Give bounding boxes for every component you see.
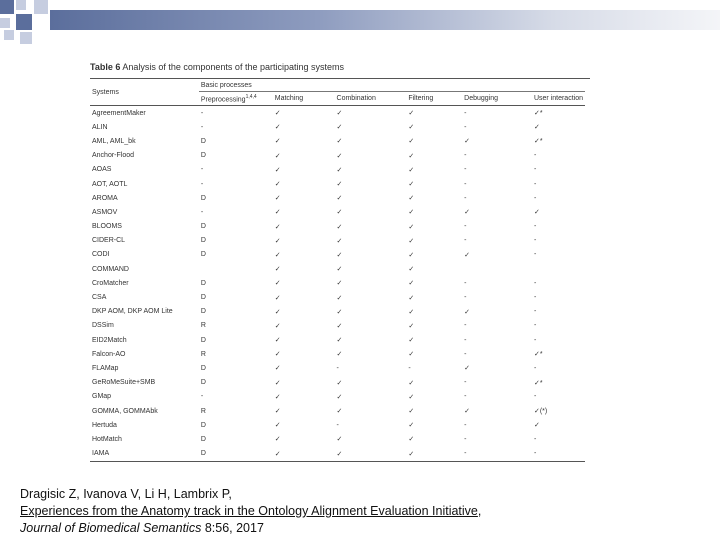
cell-debugging: - [464,223,467,231]
cell-system: DSSim [92,322,114,330]
cell-filtering: ✓ [408,223,415,231]
cell-combination: ✓ [336,124,343,132]
col-header-combination: Combination [335,92,407,106]
cell-debugging: ✓ [464,209,471,217]
cell-matching: ✓ [274,308,281,316]
cell-preprocessing: D [199,447,273,462]
cell-system: Hertuda [92,421,117,429]
cell-matching: ✓ [274,351,281,359]
cell-combination: ✓ [336,110,343,118]
cell-system: GeRoMeSuite+SMB [92,379,156,387]
cell-matching: ✓ [273,447,335,462]
cell-debugging: ✓ [464,138,471,146]
table-row [90,163,585,177]
cell-filtering: ✓ [408,393,415,401]
cell-combination: ✓ [336,280,343,288]
cell-filtering: ✓ [408,308,415,316]
cell-system: AOT, AOTL [92,180,128,188]
cell-filtering: ✓ [408,209,415,217]
table-row [90,248,585,262]
cell-debugging: - [464,123,467,131]
cell-user-interaction: - [533,364,537,372]
decor-square-2 [16,0,26,10]
table-row [90,290,585,304]
cell-matching: ✓ [274,251,281,259]
cell-matching: ✓ [274,393,281,401]
table-row [90,234,585,248]
table-row [90,432,585,446]
cell-debugging: ✓ [464,308,471,316]
table-row [90,276,585,290]
cell-filtering: ✓ [408,280,415,288]
cell-user-interaction: - [533,237,537,245]
cell-debugging: ✓ [464,365,471,373]
cell-filtering: ✓ [408,351,415,359]
table-row [90,177,585,191]
cell-debugging: - [464,336,467,344]
cell-preprocessing: D [200,421,206,429]
cell-user-interaction: ✓ [533,124,540,132]
cell-system: Falcon-AO [92,350,126,358]
cell-user-interaction: - [533,435,537,443]
citation-volume: 8:56, 2017 [201,521,264,535]
cell-preprocessing: D [200,336,206,344]
table-row [90,404,585,418]
cell-debugging: - [464,109,467,117]
cell-debugging: - [464,152,467,160]
decor-square-4 [0,18,10,28]
cell-combination: ✓ [336,351,343,359]
cell-system: AOAS [92,166,112,174]
cell-user-interaction: - [533,308,537,316]
table-caption [90,62,590,72]
cell-combination: ✓ [336,266,343,274]
table-row [90,347,585,361]
cell-matching: ✓ [274,237,281,245]
cell-system: CODI [92,251,110,259]
cell-system: EID2Match [92,336,127,344]
cell-matching: ✓ [274,422,281,430]
cell-user-interaction: - [533,322,537,330]
cell-combination: ✓ [336,337,343,345]
cell-debugging: - [464,379,467,387]
cell-system: CIDER-CL [92,237,126,245]
col-header-preprocessing-label: Preprocessing [200,96,246,104]
cell-matching: ✓ [274,166,281,174]
cell-preprocessing: D [200,435,206,443]
cell-preprocessing [199,262,273,276]
cell-debugging: ✓ [464,408,471,416]
cell-user-interaction: - [533,279,537,287]
cell-filtering: ✓ [408,294,415,302]
cell-matching: ✓ [274,379,281,387]
cell-user-interaction: - [533,393,537,401]
cell-user-interaction: - [533,194,537,202]
table-row [90,134,585,148]
cell-user-interaction: - [533,152,537,160]
cell-debugging: - [464,180,467,188]
cell-user-interaction: - [532,447,585,462]
cell-preprocessing: R [200,350,206,358]
cell-filtering: ✓ [408,124,415,132]
cell-matching: ✓ [274,266,281,274]
cell-filtering: ✓ [408,152,415,160]
cell-preprocessing: D [200,152,206,160]
cell-system: CSA [92,294,107,302]
cell-combination: ✓ [336,251,343,259]
cell-preprocessing: - [200,166,204,174]
cell-user-interaction: ✓(*) [533,408,548,416]
cell-preprocessing: - [200,208,204,216]
cell-system: FLAMap [92,364,119,372]
cell-user-interaction: ✓* [533,110,543,118]
cell-system: ASMOV [92,208,118,216]
cell-system: IAMA [90,447,199,462]
decor-square-5 [16,14,32,30]
decor-square-3 [34,0,48,14]
cell-matching: ✓ [274,110,281,118]
citation-title-line [20,503,481,520]
cell-preprocessing: - [200,180,204,188]
cell-preprocessing: - [200,393,204,401]
cell-combination: ✓ [336,322,343,330]
table-row [90,149,585,163]
cell-combination: ✓ [336,379,343,387]
col-header-debugging: Debugging [462,92,532,106]
cell-filtering: ✓ [408,379,415,387]
cell-combination: ✓ [336,181,343,189]
citation [20,486,481,537]
cell-matching: ✓ [274,195,281,203]
cell-matching: ✓ [274,436,281,444]
cell-debugging [462,262,532,276]
cell-system: AROMA [92,194,118,202]
col-header-systems: Systems [90,79,199,106]
cell-debugging: - [464,166,467,174]
cell-matching: ✓ [274,294,281,302]
cell-debugging: - [464,294,467,302]
cell-filtering: ✓ [408,166,415,174]
table-row [90,447,585,462]
cell-system: ALIN [92,123,108,131]
cell-debugging: ✓ [464,251,471,259]
table-row [90,106,585,121]
col-header-matching: Matching [273,92,335,106]
cell-system: GOMMA, GOMMAbk [92,407,158,415]
citation-journal-line [20,520,481,537]
cell-combination: ✓ [336,166,343,174]
citation-title-comma: , [477,504,482,518]
citation-journal: Journal of Biomedical Semantics [20,521,202,535]
cell-system: COMMAND [92,265,129,273]
cell-filtering: ✓ [408,322,415,330]
citation-title-link[interactable]: Experiences from the Anatomy track in the Ontology Alignment Evaluation Initiative [20,504,478,518]
cell-debugging: - [464,421,467,429]
cell-preprocessing: D [200,223,206,231]
cell-debugging: - [464,194,467,202]
cell-filtering: ✓ [408,110,415,118]
cell-matching: ✓ [274,280,281,288]
cell-preprocessing: D [200,379,206,387]
cell-filtering: ✓ [408,181,415,189]
cell-matching: ✓ [274,408,281,416]
cell-system: Anchor-Flood [92,152,135,160]
cell-preprocessing: D [200,251,206,259]
col-header-preprocessing-sup: 1,4,4 [245,93,257,100]
cell-combination: ✓ [335,447,407,462]
cell-debugging: - [464,393,467,401]
cell-combination: ✓ [336,393,343,401]
cell-debugging: - [462,447,532,462]
col-header-preprocessing [199,92,273,106]
table-row [90,418,585,432]
cell-filtering: ✓ [408,408,415,416]
table-figure [90,62,590,462]
cell-matching: ✓ [274,223,281,231]
group-header-basic-processes: Basic processes [199,79,585,92]
cell-combination: ✓ [336,408,343,416]
cell-user-interaction: - [533,180,537,188]
table-row [90,191,585,205]
cell-user-interaction [532,262,585,276]
table-row [90,333,585,347]
cell-matching: ✓ [274,181,281,189]
cell-user-interaction: ✓* [533,351,543,359]
cell-preprocessing: - [200,109,204,117]
cell-system: GMap [92,393,112,401]
cell-user-interaction: - [533,251,537,259]
cell-filtering: ✓ [408,337,415,345]
decor-square-7 [20,32,32,44]
cell-user-interaction: - [533,166,537,174]
cell-user-interaction: ✓ [533,209,540,217]
decor-square-1 [0,0,14,14]
cell-combination: ✓ [336,138,343,146]
cell-combination: ✓ [336,294,343,302]
table-row [90,120,585,134]
cell-user-interaction: - [533,336,537,344]
cell-combination: ✓ [336,237,343,245]
cell-combination: - [336,421,339,429]
col-header-filtering: Filtering [406,92,462,106]
table-caption-text: Analysis of the components of the participating systems [122,62,344,72]
cell-matching: ✓ [274,365,281,373]
cell-matching: ✓ [274,322,281,330]
table-row [90,220,585,234]
cell-user-interaction: ✓* [533,138,543,146]
cell-filtering: ✓ [408,237,415,245]
table-row [90,361,585,375]
cell-preprocessing: D [200,237,206,245]
cell-system: DKP AOM, DKP AOM Lite [92,308,173,316]
cell-preprocessing: R [200,322,206,330]
citation-authors: Dragisic Z, Ivanova V, Li H, Lambrix P, [20,487,232,501]
cell-user-interaction: - [533,294,537,302]
cell-filtering: ✓ [408,422,415,430]
cell-combination: ✓ [336,152,343,160]
decor-square-6 [4,30,14,40]
cell-combination: ✓ [336,209,343,217]
cell-system: CroMatcher [92,279,129,287]
cell-system: AgreementMaker [92,109,146,117]
cell-matching: ✓ [274,138,281,146]
cell-user-interaction: ✓ [533,422,540,430]
cell-preprocessing: D [200,194,206,202]
cell-debugging: - [464,350,467,358]
col-header-user-interaction: User interaction [532,92,585,106]
cell-filtering: ✓ [408,436,415,444]
cell-filtering: ✓ [408,195,415,203]
cell-user-interaction: - [533,223,537,231]
cell-preprocessing: D [200,308,206,316]
table-row [90,305,585,319]
cell-system: AML, AML_bk [92,137,136,145]
cell-preprocessing: D [200,279,206,287]
cell-preprocessing: D [200,294,206,302]
table-row [90,205,585,219]
cell-combination: ✓ [336,195,343,203]
table-row [90,376,585,390]
cell-system: BLOOMS [92,223,122,231]
cell-combination: - [336,364,339,372]
cell-matching: ✓ [274,209,281,217]
cell-preprocessing: D [200,137,206,145]
cell-matching: ✓ [274,152,281,160]
table-row [90,262,585,276]
cell-matching: ✓ [274,124,281,132]
cell-filtering: ✓ [408,138,415,146]
cell-combination: ✓ [336,436,343,444]
components-table [90,79,585,462]
table-row [90,390,585,404]
cell-debugging: - [464,435,467,443]
cell-preprocessing: - [200,123,204,131]
cell-filtering: ✓ [408,266,415,274]
header-gradient-bar [50,10,720,30]
cell-user-interaction: ✓* [533,379,543,387]
table-body [90,106,585,462]
cell-filtering: - [408,364,411,372]
cell-combination: ✓ [336,223,343,231]
cell-preprocessing: R [200,407,206,415]
table-caption-label: Table 6 [90,62,121,72]
cell-filtering: ✓ [406,447,462,462]
cell-system: HotMatch [92,435,122,443]
cell-preprocessing: D [200,364,206,372]
cell-debugging: - [464,322,467,330]
table-row [90,319,585,333]
cell-debugging: - [464,237,467,245]
cell-matching: ✓ [274,337,281,345]
cell-filtering: ✓ [408,251,415,259]
cell-combination: ✓ [336,308,343,316]
cell-debugging: - [464,279,467,287]
